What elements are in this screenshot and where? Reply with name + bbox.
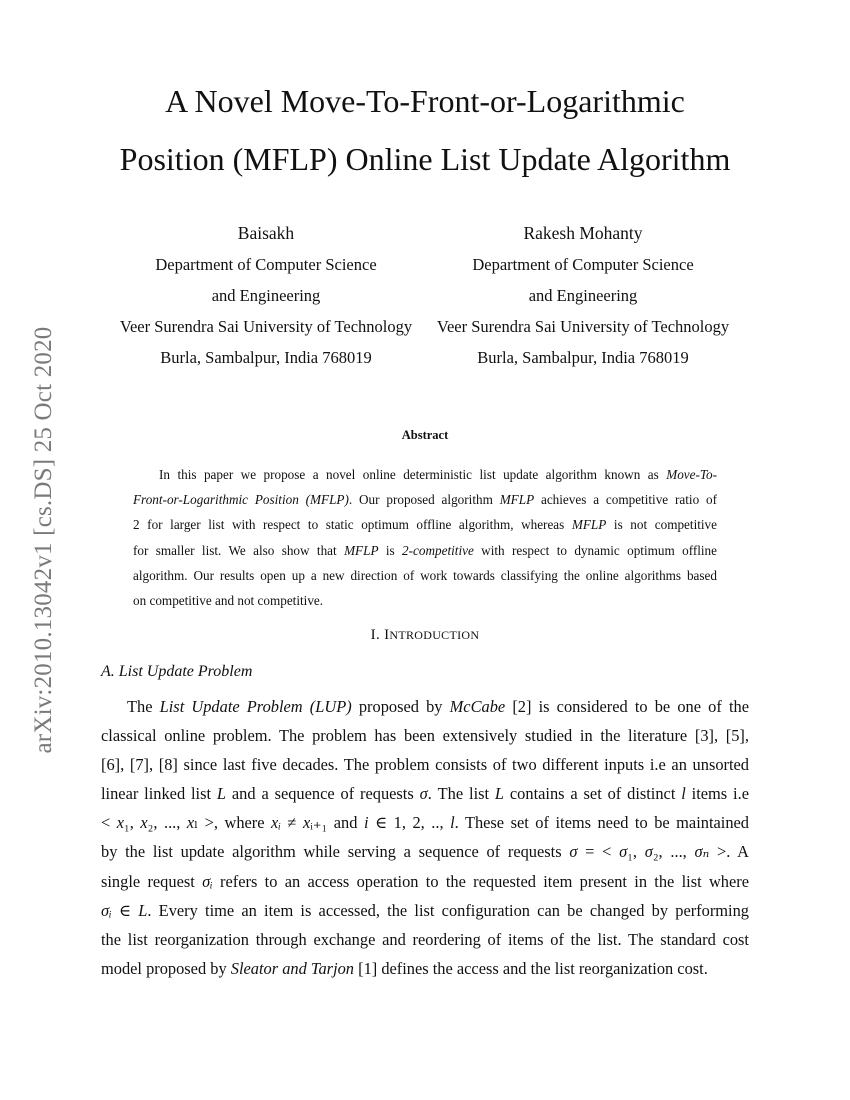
italic-text: MFLP xyxy=(499,492,535,508)
text-run: >. A xyxy=(709,842,749,862)
italic-text: xᵢ xyxy=(271,813,281,833)
text-run: is not competitive xyxy=(606,517,718,533)
text-run: [2] is considered to be one of the xyxy=(505,697,749,716)
title-line-1: A Novel Move-To-Front-or-Logarithmic xyxy=(165,83,685,119)
text-run: ∈ xyxy=(111,900,139,920)
author-name: Baisakh xyxy=(237,223,295,243)
text-run: with respect to dynamic optimum offline xyxy=(473,542,718,558)
text-run: refers to an access operation to the requested item present in the list where xyxy=(212,871,749,891)
text-run: items i.e xyxy=(685,784,749,804)
italic-text: l xyxy=(450,813,455,833)
italic-text: L xyxy=(494,784,505,804)
text-run: by the list update algorithm while serving a sequence of requests xyxy=(101,842,570,862)
author-block xyxy=(96,218,436,373)
author-dept-2: and Engineering xyxy=(528,286,638,305)
text-run: ₁, xyxy=(627,842,645,862)
section-title-first: I xyxy=(384,627,390,643)
text-run: The xyxy=(127,697,160,716)
text-line xyxy=(101,750,749,779)
text-line xyxy=(133,538,717,563)
italic-text: σ xyxy=(569,842,578,862)
text-run: algorithm. Our results open up a new direction of work towards classifying the online algorithms based xyxy=(133,567,717,583)
italic-text: MFLP xyxy=(344,542,379,558)
text-line xyxy=(101,867,749,896)
text-run: the list reorganization through exchange and reordering of items of the list. The standard cost xyxy=(101,929,749,949)
text-run: [6], [7], [8] since last five decades. The problem consists of two different inputs i.e an unsorted xyxy=(101,755,749,775)
text-line xyxy=(101,692,749,721)
arxiv-identifier: arXiv:2010.13042v1 [cs.DS] 25 Oct 2020 xyxy=(30,326,57,754)
paper-title xyxy=(0,72,850,188)
text-run: . The list xyxy=(427,784,495,804)
italic-text: σᵢ xyxy=(202,871,213,891)
text-line xyxy=(101,954,749,983)
italic-text: L xyxy=(138,900,148,920)
abstract-heading: Abstract xyxy=(401,428,449,442)
section-number: I. xyxy=(370,627,381,643)
italic-text: σᵢ xyxy=(101,900,112,920)
italic-text: x xyxy=(116,813,125,833)
text-run: for smaller list. We also show that xyxy=(133,542,345,558)
italic-text: σ xyxy=(619,842,628,862)
text-run: ᵢ₊₁ and xyxy=(310,813,364,833)
author-address: Burla, Sambalpur, India 768019 xyxy=(160,348,372,367)
text-run: achieves a competitive ratio of xyxy=(534,492,717,508)
title-line-2: Position (MFLP) Online List Update Algorithm xyxy=(119,141,731,177)
body-text xyxy=(101,692,749,983)
text-run: ₂, ..., xyxy=(652,842,695,862)
text-run: = < xyxy=(577,842,620,862)
text-run: ∈ 1, 2, .., xyxy=(368,813,451,833)
author-university: Veer Surendra Sai University of Technology xyxy=(436,317,730,336)
text-line xyxy=(101,925,749,954)
text-line xyxy=(101,896,749,925)
italic-text: McCabe xyxy=(449,697,506,716)
text-run: and a sequence of requests xyxy=(226,784,420,804)
text-run: is xyxy=(378,542,403,558)
text-run: contains a set of distinct xyxy=(504,784,682,804)
text-run: linear linked list xyxy=(101,784,217,804)
italic-text: MFLP xyxy=(571,517,607,533)
italic-text: σ xyxy=(644,842,653,862)
text-run: . These set of items need to be maintained xyxy=(454,813,749,833)
italic-text: σ xyxy=(419,784,428,804)
italic-text: List Update Problem (LUP) xyxy=(159,697,352,716)
italic-text: σₙ xyxy=(694,842,710,862)
text-run: < xyxy=(101,813,117,833)
text-run: [1] defines the access and the list reorganization cost. xyxy=(354,958,708,978)
author-block xyxy=(413,218,753,373)
text-run: ₗ >, where xyxy=(194,813,272,833)
text-run: In this paper we propose a novel online deterministic list update algorithm known as xyxy=(159,467,667,482)
italic-text: Move-To- xyxy=(666,467,717,482)
author-dept: Department of Computer Science xyxy=(472,255,694,274)
text-line xyxy=(101,808,749,837)
text-run: single request xyxy=(101,871,203,891)
text-run: model proposed by xyxy=(101,958,231,978)
text-run: . Every time an item is accessed, the list configuration can be changed by performing xyxy=(147,900,749,920)
text-run: classical online problem. The problem has been extensively studied in the literature [3], [5], xyxy=(101,726,749,746)
author-name: Rakesh Mohanty xyxy=(523,223,643,243)
author-university: Veer Surendra Sai University of Technology xyxy=(119,317,413,336)
subsection-heading: A. List Update Problem xyxy=(101,663,253,680)
italic-text: l xyxy=(681,784,686,804)
text-line xyxy=(101,721,749,750)
text-line xyxy=(133,487,717,512)
section-title-rest: NTRODUCTION xyxy=(389,628,480,642)
text-run: on competitive and not competitive. xyxy=(133,593,324,609)
italic-text: Front-or-Logarithmic Position (MFLP) xyxy=(133,492,349,508)
italic-text: x xyxy=(140,813,148,833)
text-line xyxy=(101,837,749,866)
text-run: proposed by xyxy=(351,697,450,716)
italic-text: x xyxy=(186,813,195,833)
italic-text: L xyxy=(216,784,227,804)
author-dept: Department of Computer Science xyxy=(155,255,377,274)
section-heading xyxy=(0,627,850,644)
text-run: ₂, ..., xyxy=(147,813,187,833)
text-line xyxy=(133,563,717,588)
author-address: Burla, Sambalpur, India 768019 xyxy=(477,348,689,367)
italic-text: Sleator and Tarjon xyxy=(230,958,355,978)
italic-text: 2-competitive xyxy=(402,542,474,558)
text-run: 2 for larger list with respect to static optimum offline algorithm, whereas xyxy=(133,517,572,533)
italic-text: x xyxy=(302,813,311,833)
text-line xyxy=(133,462,717,487)
text-run: ≠ xyxy=(280,813,303,833)
italic-text: i xyxy=(363,813,369,833)
text-run: . Our proposed algorithm xyxy=(348,492,500,508)
text-line xyxy=(101,779,749,808)
text-run: ₁, xyxy=(124,813,141,833)
abstract-text xyxy=(133,462,717,613)
text-line xyxy=(133,588,717,613)
author-dept-2: and Engineering xyxy=(211,286,321,305)
text-line xyxy=(133,512,717,537)
